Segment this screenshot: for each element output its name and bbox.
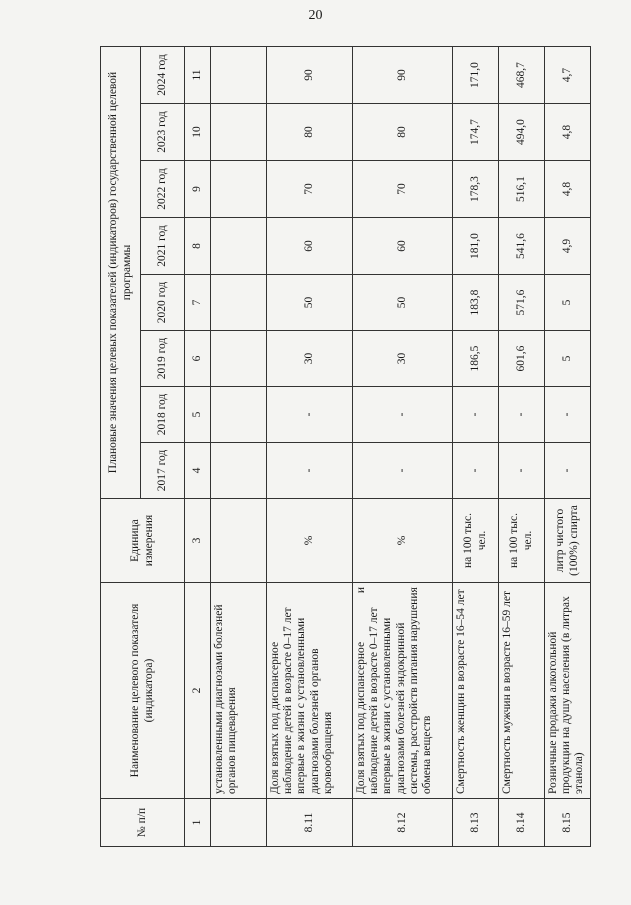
header-year: 2019 год <box>141 331 185 387</box>
planned-value: 4,8 <box>545 161 591 218</box>
planned-value <box>211 47 267 104</box>
planned-value: - <box>499 443 545 499</box>
planned-value: 90 <box>267 47 353 104</box>
planned-value: - <box>453 387 499 443</box>
indicator-name-cell <box>353 583 453 799</box>
column-number: 3 <box>185 499 211 583</box>
column-number: 5 <box>185 387 211 443</box>
indicators-table <box>100 46 591 847</box>
planned-value: 174,7 <box>453 104 499 161</box>
header-year: 2024 год <box>141 47 185 104</box>
indicator-name: Доля взятых под диспансерное наблюдение детей в возрасте 0–17 лет впервые в жизни с установленными диагнозами болезней эндокринной системы, расстройств питания нарушения обмена веществ <box>355 587 434 794</box>
header-unit: Единица измерения <box>101 499 185 583</box>
planned-value: - <box>499 387 545 443</box>
planned-value: 80 <box>267 104 353 161</box>
indicator-name-cell <box>453 583 499 799</box>
row-number: 8.15 <box>545 799 591 847</box>
indicator-name: установленными диагнозами болезней органов пищеварения <box>213 604 239 794</box>
column-number: 1 <box>185 799 211 847</box>
planned-value: 30 <box>267 331 353 387</box>
planned-value: 571,6 <box>499 275 545 331</box>
unit-of-measure: % <box>353 499 453 583</box>
planned-value: 181,0 <box>453 218 499 275</box>
column-number: 11 <box>185 47 211 104</box>
header-plan-group: Плановые значения целевых показателей (индикаторов) государственной целевой программы <box>101 47 141 499</box>
planned-value: 601,6 <box>499 331 545 387</box>
rotated-table-container <box>100 47 590 847</box>
planned-value: 4,7 <box>545 47 591 104</box>
header-year: 2022 год <box>141 161 185 218</box>
planned-value <box>211 387 267 443</box>
header-year: 2023 год <box>141 104 185 161</box>
unit-of-measure: % <box>267 499 353 583</box>
indicator-name-cell <box>211 583 267 799</box>
planned-value: 50 <box>267 275 353 331</box>
row-number <box>211 799 267 847</box>
table-row <box>545 47 591 847</box>
planned-value: 90 <box>353 47 453 104</box>
indicator-name-cell <box>545 583 591 799</box>
planned-value: 541,6 <box>499 218 545 275</box>
planned-value: 183,8 <box>453 275 499 331</box>
header-name: Наименование целевого показателя (индикатора) <box>101 583 185 799</box>
planned-value: 4,9 <box>545 218 591 275</box>
column-number-row <box>185 47 211 847</box>
indicator-name: Смертность женщин в возрасте 16–54 лет <box>455 589 467 794</box>
planned-value <box>211 104 267 161</box>
page-number: 20 <box>308 8 323 23</box>
planned-value <box>211 331 267 387</box>
planned-value: 80 <box>353 104 453 161</box>
planned-value: 70 <box>267 161 353 218</box>
planned-value: 494,0 <box>499 104 545 161</box>
column-number: 6 <box>185 331 211 387</box>
row-number: 8.11 <box>267 799 353 847</box>
unit-of-measure: на 100 тыс. чел. <box>499 499 545 583</box>
table-row <box>453 47 499 847</box>
planned-value: 4,8 <box>545 104 591 161</box>
planned-value: - <box>453 443 499 499</box>
planned-value: - <box>545 443 591 499</box>
indicator-name-suffix: и <box>355 587 367 594</box>
header-year: 2017 год <box>141 443 185 499</box>
planned-value: 30 <box>353 331 453 387</box>
indicator-name: Розничные продажи алкогольной продукции на душу населения (в литрах этанола) <box>547 596 586 794</box>
planned-value: - <box>267 387 353 443</box>
header-num: № п/п <box>101 799 185 847</box>
planned-value: 60 <box>353 218 453 275</box>
planned-value: 468,7 <box>499 47 545 104</box>
column-number: 2 <box>185 583 211 799</box>
planned-value: - <box>353 387 453 443</box>
header-year: 2020 год <box>141 275 185 331</box>
table-row <box>353 47 453 847</box>
planned-value: - <box>267 443 353 499</box>
header-year: 2021 год <box>141 218 185 275</box>
planned-value: 60 <box>267 218 353 275</box>
row-number: 8.14 <box>499 799 545 847</box>
planned-value: 186,5 <box>453 331 499 387</box>
table-row <box>267 47 353 847</box>
planned-value: 5 <box>545 331 591 387</box>
unit-of-measure <box>211 499 267 583</box>
unit-of-measure: на 100 тыс. чел. <box>453 499 499 583</box>
planned-value: 50 <box>353 275 453 331</box>
column-number: 7 <box>185 275 211 331</box>
planned-value <box>211 161 267 218</box>
planned-value <box>211 275 267 331</box>
indicator-name-cell <box>267 583 353 799</box>
indicator-name: Смертность мужчин в возрасте 16–59 лет <box>501 590 513 794</box>
planned-value: 5 <box>545 275 591 331</box>
table-row <box>211 47 267 847</box>
unit-of-measure: литр чистого (100%) спирта <box>545 499 591 583</box>
planned-value: 178,3 <box>453 161 499 218</box>
planned-value: - <box>545 387 591 443</box>
planned-value <box>211 443 267 499</box>
planned-value <box>211 218 267 275</box>
column-number: 10 <box>185 104 211 161</box>
indicator-name-cell <box>499 583 545 799</box>
row-number: 8.13 <box>453 799 499 847</box>
table-row <box>499 47 545 847</box>
planned-value: 171,0 <box>453 47 499 104</box>
planned-value: 516,1 <box>499 161 545 218</box>
column-number: 4 <box>185 443 211 499</box>
column-number: 8 <box>185 218 211 275</box>
column-number: 9 <box>185 161 211 218</box>
indicator-name: Доля взятых под диспансерное наблюдение детей в возрасте 0–17 лет впервые в жизни с установленными диагнозами болезней органов кровообращения <box>269 607 334 794</box>
planned-value: 70 <box>353 161 453 218</box>
header-year: 2018 год <box>141 387 185 443</box>
planned-value: - <box>353 443 453 499</box>
row-number: 8.12 <box>353 799 453 847</box>
